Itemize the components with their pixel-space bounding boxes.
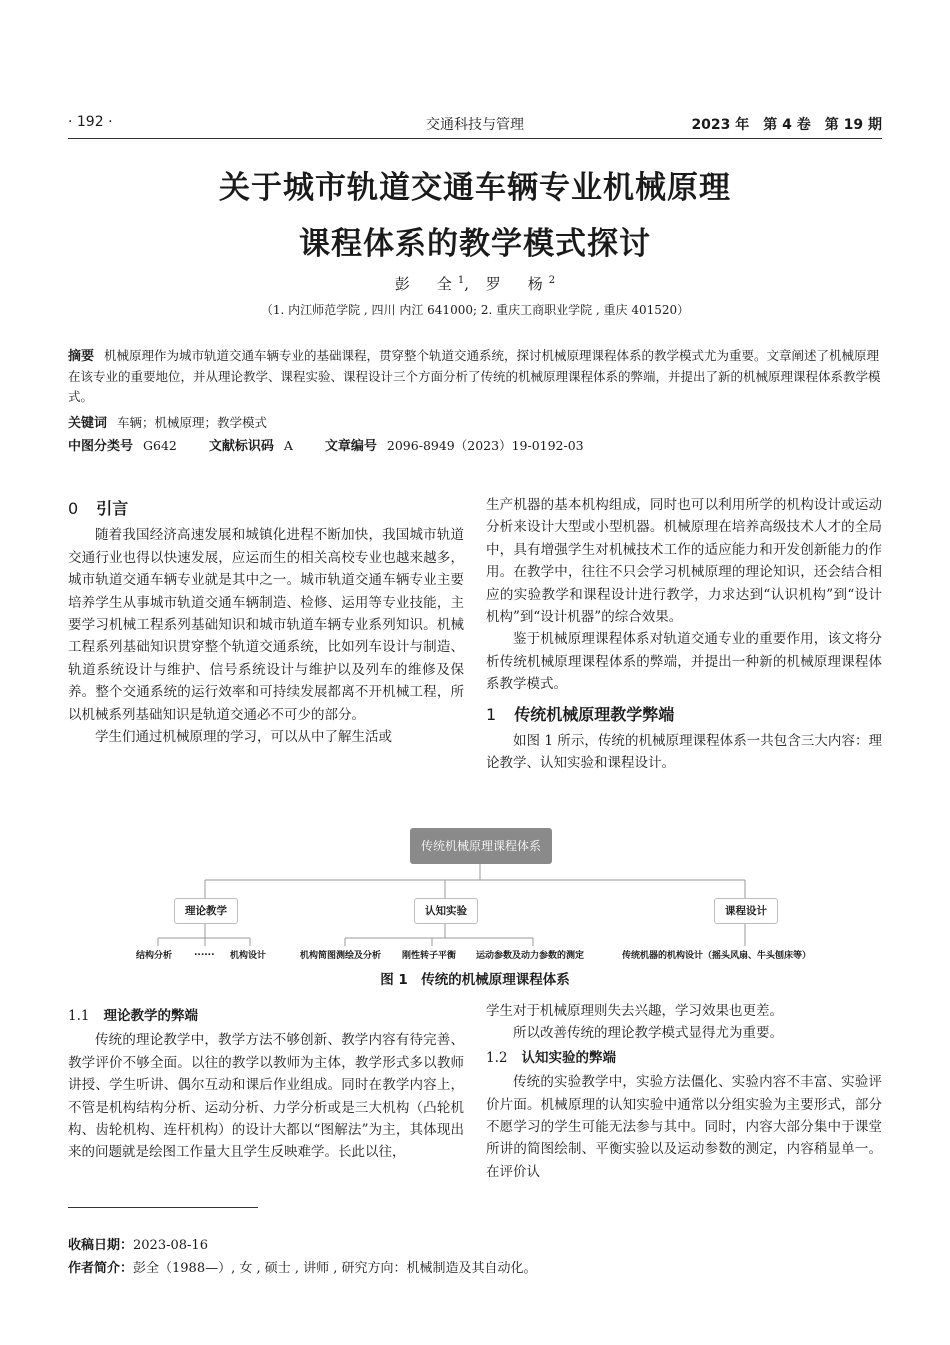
figure-node-theory: 理论教学 <box>174 898 238 924</box>
left-column-top <box>68 496 464 748</box>
doc-code-value: A <box>283 438 293 453</box>
received-value: 2023-08-16 <box>133 1238 208 1253</box>
keywords <box>68 413 882 434</box>
author-bio-label: 作者简介： <box>68 1261 134 1276</box>
article-no-value: 2096-8949（2023）19-0192-03 <box>386 438 584 453</box>
paragraph: 所以改善传统的理论教学模式显得尤为重要。 <box>513 1025 783 1042</box>
right-column-bottom <box>486 1000 882 1183</box>
section-1-2-heading <box>486 1047 882 1069</box>
paragraph: 鉴于机械原理课程体系对轨道交通专业的重要作用，该文将分析传统机械原理课程体系的弊端，并提出一种新的机械原理课程体系教学模式。 <box>486 631 882 693</box>
author-1-sup: 1 <box>457 275 465 286</box>
figure-node-experiment: 认知实验 <box>414 898 478 924</box>
paragraph: 生产机器的基本机构组成，同时也可以利用所学的机构设计或运动分析来设计大型或小型机器。机械原理在培养高级技术人才的全局中，具有增强学生对机械技术工作的适应能力和开发创新能力的作用。在教学中，往往不只会学习机械原理的理论知识，还会结合相应的实验教学和课程设计进行教学，力求达到“认识机构”到“设计机构”到“设计机器”的综合效果。 <box>486 497 882 626</box>
author-1: 彭 全 <box>394 275 458 293</box>
title-line-1: 关于城市轨道交通车辆专业机械原理 <box>219 170 731 206</box>
doc-code-label: 文献标识码 <box>208 439 274 454</box>
section-0-heading <box>68 498 464 520</box>
left-column-bottom <box>68 1003 464 1164</box>
classification <box>68 436 882 457</box>
clc-label: 中图分类号 <box>68 439 134 454</box>
keywords-text: 车辆；机械原理；教学模式 <box>117 415 268 430</box>
figure-leaf: 结构分析 <box>136 951 173 961</box>
paragraph: 如图 1 所示，传统的机械原理课程体系一共包含三大内容：理论教学、认知实验和课程设计。 <box>486 733 882 772</box>
right-column-top <box>486 494 882 775</box>
author-2-sup: 2 <box>548 275 556 286</box>
section-1-1-heading <box>68 1005 464 1027</box>
clc-value: G642 <box>143 438 177 453</box>
figure-leaf: 运动参数及动力参数的测定 <box>476 951 585 961</box>
figure-caption: 图 1 传统的机械原理课程体系 <box>380 972 570 988</box>
section-1-1-number: 1.1 <box>68 1008 90 1024</box>
header-rule <box>68 138 882 139</box>
section-1-number: 1 <box>486 704 497 724</box>
figure-leaf: 机构设计 <box>230 951 267 961</box>
section-1-heading <box>486 704 882 726</box>
figure-leaf: 传统机器的机构设计（摇头风扇、牛头刨床等） <box>622 951 812 961</box>
author-sep: , <box>464 275 486 293</box>
page-number: · 192 · <box>68 114 113 130</box>
section-1-1-title: 理论教学的弊端 <box>103 1008 198 1024</box>
received-label: 收稿日期： <box>68 1238 134 1253</box>
figure-leaf: 刚性转子平衡 <box>402 951 457 961</box>
issue-info: 2023 年 第 4 卷 第 19 期 <box>691 117 882 133</box>
journal-name: 交通科技与管理 <box>426 117 524 133</box>
section-0-number: 0 <box>68 499 79 518</box>
figure-1 <box>130 820 830 970</box>
abstract-label: 摘要 <box>68 349 95 364</box>
article-no-label: 文章编号 <box>324 439 377 454</box>
paragraph: 随着我国经济高速发展和城镇化进程不断加快，我国城市轨道交通行业也得以快速发展，应运而生的相关高校专业也越来越多，城市轨道交通车辆专业就是其中之一。城市轨道交通车辆专业主要培养学生从事城市轨道交通车辆制造、检修、运用等专业技能，主要学习机械工程系列基础知识和城市轨道车辆专业系列知识。机械工程系列基础知识贯穿整个轨道交通系统，比如列车设计与制造、轨道系统设计与维护、信号系统设计与维护以及列车的维修及保养。整个交通系统的运行效率和可持续发展都离不开机械工程，所以机械系列基础知识是轨道交通必不可少的部分。 <box>68 527 464 723</box>
abstract-text: 机械原理作为城市轨道交通车辆专业的基础课程，贯穿整个轨道交通系统，探讨机械原理课程体系的教学模式尤为重要。文章阐述了机械原理在该专业的重要地位，并从理论教学、课程实验、课程设计三个方面分析了传统的机械原理课程体系的弊端，并提出了新的机械原理课程体系教学模式。 <box>68 348 881 404</box>
section-0-title: 引言 <box>96 499 129 518</box>
figure-leaf: ...... <box>194 948 215 958</box>
title-line-2: 课程体系的教学模式探讨 <box>299 226 651 262</box>
section-1-title: 传统机械原理教学弊端 <box>514 704 675 724</box>
authors <box>0 273 950 294</box>
section-1-2-title: 认知实验的弊端 <box>521 1049 616 1066</box>
figure-leaf: 机构简图测绘及分析 <box>300 951 382 961</box>
paragraph: 传统的理论教学中，教学方法不够创新、教学内容有待完善、教学评价不够全面。以往的教学以教师为主体，教学形式多以教师讲授、学生听讲、偶尔互动和课后作业组成。同时在教学内容上，不管是机构结构分析、运动分析、力学分析或是三大机构（凸轮机构、齿轮机构、连杆机构）的设计大都以“图解法”为主，其体现出来的问题就是绘图工作量大且学生反映难学。长此以往， <box>68 1032 464 1161</box>
received-date <box>68 1234 208 1253</box>
paragraph: 传统的实验教学中，实验方法僵化、实验内容不丰富、实验评价片面。机械原理的认知实验中通常以分组实验为主要形式，部分不愿学习的学生可能无法参与其中。同时，内容大部分集中于课堂所讲的简图绘制、平衡实验以及运动参数的测定，内容稍显单一。在评价认 <box>486 1074 882 1180</box>
author-2: 罗 杨 <box>485 275 549 293</box>
footnote-rule <box>68 1207 258 1208</box>
paragraph: 学生对于机械原理则失去兴趣，学习效果也更差。 <box>486 1003 783 1019</box>
affiliation: （1. 内江师范学院 , 四川 内江 641000; 2. 重庆工商职业学院 , 重庆 401520） <box>260 303 690 317</box>
abstract <box>68 346 882 407</box>
section-1-2-number: 1.2 <box>486 1049 508 1066</box>
figure-root-node: 传统机械原理课程体系 <box>410 828 552 864</box>
keywords-label: 关键词 <box>68 416 108 431</box>
author-bio <box>68 1257 537 1276</box>
paragraph: 学生们通过机械原理的学习，可以从中了解生活或 <box>95 729 392 746</box>
author-bio-text: 彭全（1988—）, 女 , 硕士 , 讲师 , 研究方向：机械制造及其自动化。 <box>133 1261 537 1276</box>
figure-node-design: 课程设计 <box>714 898 778 924</box>
